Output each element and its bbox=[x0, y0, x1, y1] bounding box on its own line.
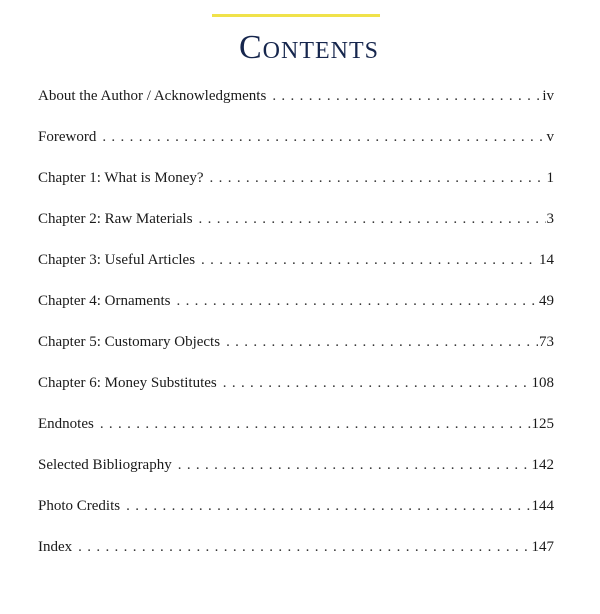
toc-entry-page: 73 bbox=[539, 334, 554, 350]
dot-leader bbox=[176, 291, 538, 311]
toc-entry[interactable] bbox=[38, 250, 554, 291]
title-rule bbox=[212, 14, 380, 17]
dot-leader bbox=[226, 332, 538, 352]
toc-entry-label: Chapter 1: What is Money? bbox=[38, 170, 204, 186]
toc-entry-page: 144 bbox=[531, 498, 554, 514]
dot-leader bbox=[199, 209, 546, 229]
dot-leader bbox=[201, 250, 538, 270]
toc-entry[interactable] bbox=[38, 291, 554, 332]
dot-leader bbox=[210, 168, 546, 188]
toc-entry-label: Chapter 4: Ornaments bbox=[38, 293, 171, 309]
toc-entry[interactable] bbox=[38, 537, 554, 578]
toc-entry-page: iv bbox=[542, 88, 554, 104]
toc-entry-label: Chapter 3: Useful Articles bbox=[38, 252, 196, 268]
toc-entry[interactable] bbox=[38, 127, 554, 168]
dot-leader bbox=[100, 414, 531, 434]
toc-entry-label: Index bbox=[38, 539, 73, 555]
toc-entry-page: 125 bbox=[531, 416, 554, 432]
toc-entry-page: 3 bbox=[546, 211, 554, 227]
toc-entry-label: Photo Credits bbox=[38, 498, 121, 514]
toc-entry[interactable] bbox=[38, 414, 554, 455]
toc-entry[interactable] bbox=[38, 209, 554, 250]
toc-entry-label: Chapter 5: Customary Objects bbox=[38, 334, 221, 350]
toc-entry-page: 49 bbox=[539, 293, 554, 309]
toc-entry[interactable] bbox=[38, 332, 554, 373]
toc-entry-page: v bbox=[546, 129, 554, 145]
dot-leader bbox=[126, 496, 530, 516]
dot-leader bbox=[102, 127, 545, 147]
toc-entry[interactable] bbox=[38, 455, 554, 496]
toc-entry-label: Chapter 2: Raw Materials bbox=[38, 211, 193, 227]
toc-entry[interactable] bbox=[38, 373, 554, 414]
dot-leader bbox=[272, 86, 541, 106]
toc-entry-label: Selected Bibliography bbox=[38, 457, 172, 473]
toc-entry-label: About the Author / Acknowledgments bbox=[38, 88, 267, 104]
toc-entry-page: 1 bbox=[546, 170, 554, 186]
toc-entry[interactable] bbox=[38, 86, 554, 127]
toc-entry-label: Chapter 6: Money Substitutes bbox=[38, 375, 217, 391]
dot-leader bbox=[223, 373, 531, 393]
table-of-contents bbox=[38, 86, 554, 578]
dot-leader bbox=[178, 455, 531, 475]
dot-leader bbox=[78, 537, 530, 557]
toc-entry-label: Foreword bbox=[38, 129, 97, 145]
toc-entry[interactable] bbox=[38, 496, 554, 537]
toc-entry-label: Endnotes bbox=[38, 416, 94, 432]
toc-entry[interactable] bbox=[38, 168, 554, 209]
page-title: Contents bbox=[238, 29, 379, 66]
toc-entry-page: 142 bbox=[531, 457, 554, 473]
toc-entry-page: 147 bbox=[531, 539, 554, 555]
toc-entry-page: 14 bbox=[539, 252, 554, 268]
toc-entry-page: 108 bbox=[531, 375, 554, 391]
